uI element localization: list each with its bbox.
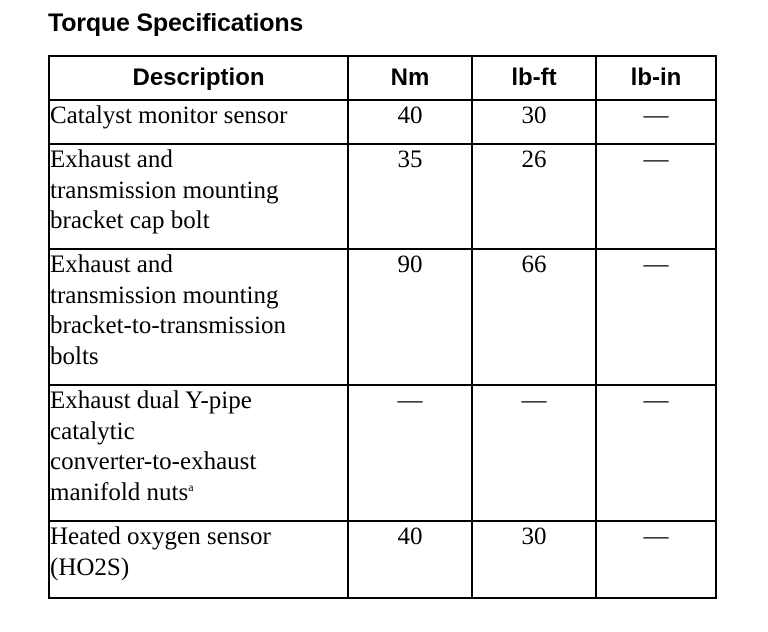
description-line: transmission mounting	[50, 281, 279, 309]
description-line: Heated oxygen sensor	[50, 523, 271, 550]
description-cell	[49, 144, 348, 249]
description-line-with-footnote	[50, 478, 347, 509]
lb-ft-cell: 30	[472, 100, 596, 144]
nm-cell: 90	[348, 249, 472, 385]
description-cell	[49, 249, 348, 385]
column-header-nm: Nm	[348, 56, 472, 100]
nm-cell: 35	[348, 144, 472, 249]
lb-in-cell: —	[596, 100, 716, 144]
table-row	[49, 385, 716, 521]
column-header-lb-in: lb-in	[596, 56, 716, 100]
lb-ft-cell: 30	[472, 521, 596, 598]
description-line: Exhaust and	[50, 251, 173, 278]
description-line: bolts	[50, 342, 99, 370]
nm-cell: 40	[348, 100, 472, 144]
description-line: Exhaust dual Y-pipe	[50, 387, 252, 414]
table-row	[49, 100, 716, 144]
description-cell	[49, 521, 348, 598]
lb-ft-cell: —	[472, 385, 596, 521]
description-cell	[49, 385, 348, 521]
description-line: Exhaust and	[50, 146, 173, 173]
torque-specifications-table	[48, 55, 717, 599]
description-line: converter-to-exhaust	[50, 448, 257, 475]
description-cell	[49, 100, 348, 144]
table-row	[49, 521, 716, 598]
lb-ft-cell: 26	[472, 144, 596, 249]
lb-ft-cell: 66	[472, 249, 596, 385]
column-header-description: Description	[49, 56, 348, 100]
lb-in-cell: —	[596, 385, 716, 521]
description-line: bracket-to-transmission	[50, 312, 287, 339]
description-line: (HO2S)	[50, 553, 130, 581]
lb-in-cell: —	[596, 249, 716, 385]
page-title: Torque Specifications	[48, 9, 304, 37]
nm-cell: 40	[348, 521, 472, 598]
lb-in-cell: —	[596, 521, 716, 598]
table-row	[49, 249, 716, 385]
description-line: Catalyst monitor sensor	[50, 102, 288, 129]
description-line: bracket cap bolt	[50, 207, 210, 234]
description-line: catalytic	[50, 417, 135, 445]
table-header-row	[49, 56, 716, 100]
lb-in-cell: —	[596, 144, 716, 249]
footnote-marker: a	[188, 479, 194, 494]
description-line: transmission mounting	[50, 176, 279, 204]
description-line: manifold nuts	[50, 478, 189, 506]
nm-cell: —	[348, 385, 472, 521]
table-row	[49, 144, 716, 249]
column-header-lb-ft: lb-ft	[472, 56, 596, 100]
